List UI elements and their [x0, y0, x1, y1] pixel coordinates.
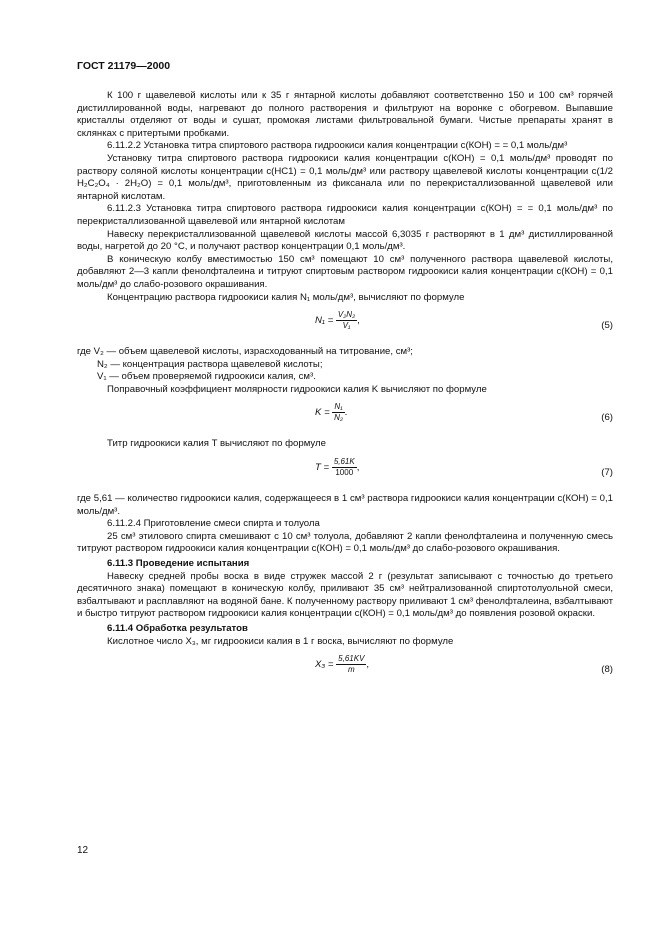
paragraph: Кислотное число X₃, мг гидроокиси калия в 1 г воска, вычисляют по формуле — [107, 635, 454, 647]
legend-line: где V₂ — объем щавелевой кислоты, израсходованный на титрование, см³; — [77, 346, 413, 358]
paragraph: 6.11.2.2 Установка титра спиртового раствора гидроокиси калия концентрации c(КОН) = = 0,1 моль/дм³ — [107, 140, 568, 152]
doc-header: ГОСТ 21179—2000 — [77, 60, 171, 72]
formula-number: (7) — [601, 467, 613, 479]
formula-5: N₁ = $\frac{\text{V₂N₂}}{\text{V₁}}$ , (5) — [315, 310, 613, 332]
paragraph: Навеску средней пробы воска в виде стружек массой 2 г (результат записывают с точностью до третьего десятичного знака) помещают в коническую колбу, приливают 35 см³ нейтрализованной спиртотолуольной смеси, взбалтывают и расплавляют на водяной бане. К полученному раствору приливают 1 см³ фенолфталеина, взбалтывают и быстро титруют раствором гидроокиси калия концентрации c(КОН) = 0,1 моль/дм³ до появления розовой окраски. — [77, 570, 613, 620]
document-body — [77, 90, 613, 690]
paragraph: В коническую колбу вместимостью 150 см³ помещают 10 см³ полученного раствора щавелевой кислоты, добавляют 2—3 капли фенолфталеина и титруют спиртовым раствором гидроокиси калия концентрации c(КОН) = 0,1 моль/дм³ до слабо-розового окрашивания. — [77, 253, 613, 290]
formula-6: K = $\frac{\text{N₁}}{\text{N₂}}$ . (6) — [315, 402, 613, 424]
section-heading: 6.11.3 Проведение испытания — [107, 558, 250, 570]
formula-number: (8) — [601, 664, 613, 676]
paragraph: Навеску перекристаллизованной щавелевой кислоты массой 6,3035 г растворяют в 1 дм³ дистиллированной воды, нагретой до 20 °С, и получают раствор концентрации 0,1 моль/дм³. — [77, 228, 613, 253]
paragraph: 6.11.2.3 Установка титра спиртового раствора гидроокиси калия концентрации c(КОН) = = 0,1 моль/дм³ по перекристаллизованной щавелевой или янтарной кислотам — [77, 203, 613, 227]
legend-line: N₂ — концентрация раствора щавелевой кислоты; — [97, 358, 323, 370]
paragraph: 25 см³ этилового спирта смешивают с 10 см³ толуола, добавляют 2 капли фенолфталеина и полученную смесь титруют раствором гидроокиси калия концентрации c(КОН) = 0,1 моль/дм³ до слабо-розового окрашивания. — [77, 530, 613, 555]
formula-8: X₃ = $\frac{5,61KV}{m}$ , (8) — [315, 654, 613, 676]
legend-line: где 5,61 — количество гидроокиси калия, содержащееся в 1 см³ раствора гидроокиси калия концентрации c(КОН) = 0,1 моль/дм³. — [77, 493, 613, 517]
paragraph: К 100 г щавелевой кислоты или к 35 г янтарной кислоты добавляют соответственно 150 и 100 см³ горячей дистиллированной воды, нагревают до полного растворения и фильтруют на воронке с обогревом. Выпавшие кристаллы отделяют от воды и сушат, промокая листами фильтровальной бумаги. Чистые препараты хранят в склянках с притертыми пробками. — [77, 90, 613, 139]
paragraph: 6.11.2.4 Приготовление смеси спирта и толуола — [107, 518, 320, 530]
formula-number: (5) — [601, 320, 613, 332]
formula-number: (6) — [601, 412, 613, 424]
paragraph: Титр гидроокиси калия T вычисляют по формуле — [107, 438, 326, 450]
paragraph: Поправочный коэффициент молярности гидроокиси калия K вычисляют по формуле — [107, 383, 487, 395]
paragraph: Установку титра спиртового раствора гидроокиси калия концентрации c(КОН) = 0,1 моль/дм³ проводят по раствору соляной кислоты концентрации c(НС1) = 0,1 моль/дм³ или раствору щавелевой кислоты концентрации c(1/2 H₂C₂O₄ · 2H₂O) = 0,1 моль/дм³, приготовленным из фиксанала или по перекристаллизованной щавелевой или янтарной кислотам. — [77, 152, 613, 202]
paragraph: Концентрацию раствора гидроокиси калия N₁ моль/дм³, вычисляют по формуле — [107, 291, 465, 303]
page-number: 12 — [77, 845, 89, 856]
section-heading: 6.11.4 Обработка результатов — [107, 623, 248, 634]
formula-7: T = $\frac{5,61K}{1000}$ , (7) — [315, 457, 613, 479]
legend-line: V₁ — объем проверяемой гидроокиси калия, см³. — [97, 371, 316, 383]
